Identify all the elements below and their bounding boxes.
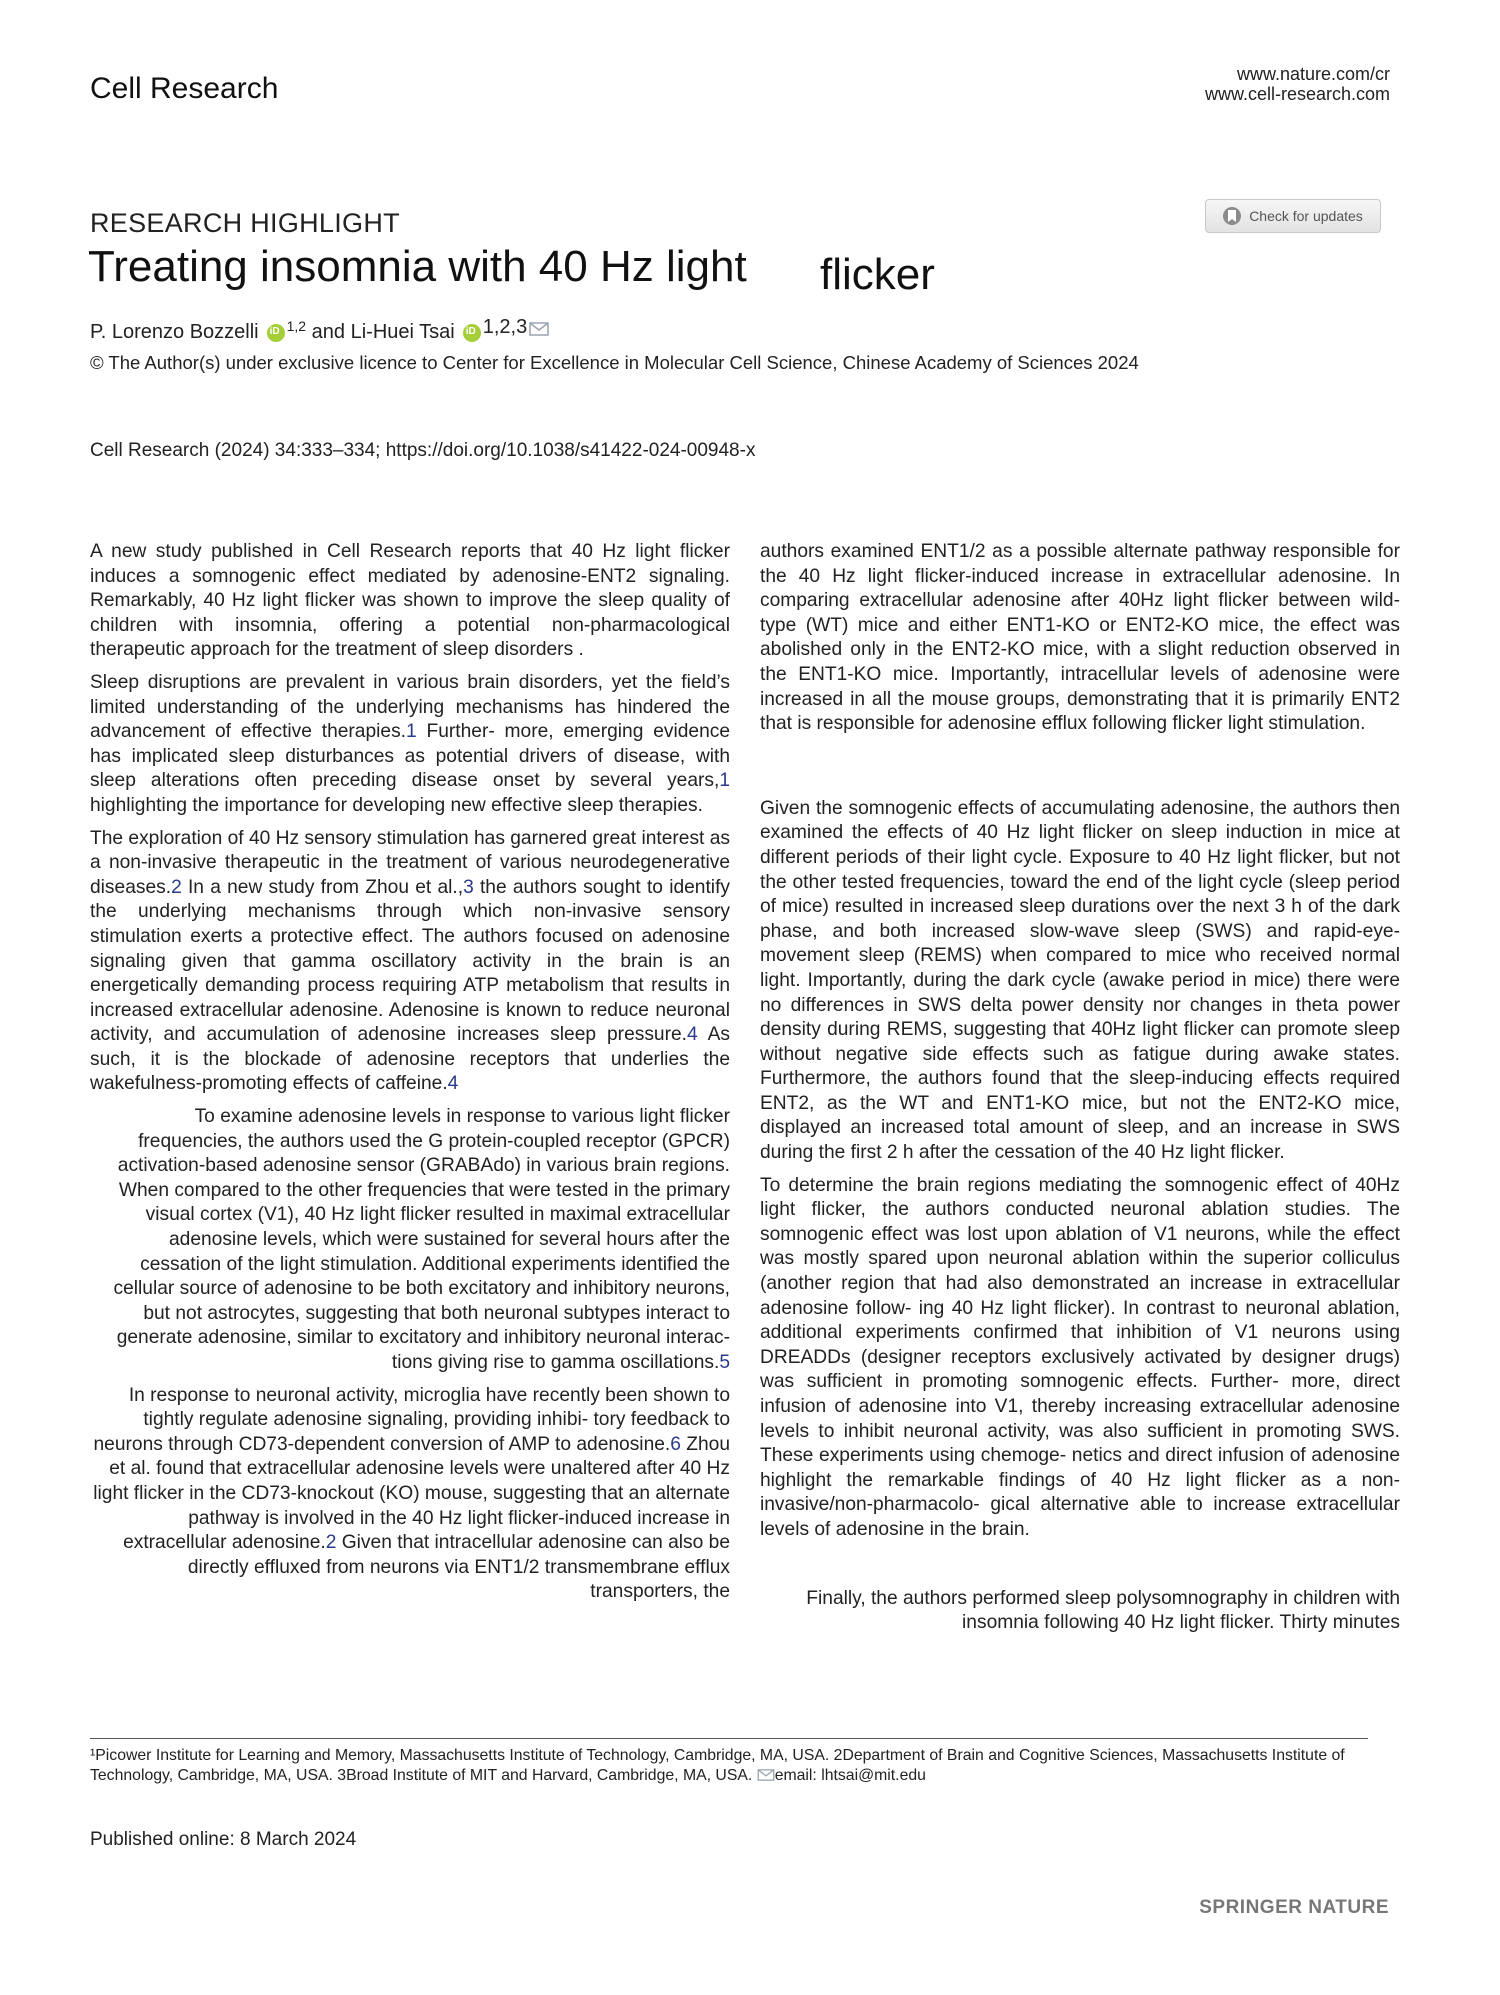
body-paragraph: In response to neuronal activity, microglia have recently been shown to tightly regulate adenosine signaling, providing inhibi- tory feedback to neurons through CD73-dependent conversion of AMP to adenosine.6 Zhou et al. found that extracellular adenosine levels were unaltered after 40 Hz light flicker in the CD73-knockout (KO) mouse, suggesting that an alternate pathway is involved in the 40 Hz light flicker-induced increase in extracellular adenosine.2 Given that intracellular adenosine can also be directly effluxed from neurons via ENT1/2 transmembrane efflux transporters, the	[93, 1384, 730, 1603]
copyright-notice: © The Author(s) under exclusive licence to Center for Excellence in Molecular Cell Science, Chinese Academy of Sciences 2024	[90, 352, 1139, 373]
paragraph-gap	[760, 1551, 1400, 1587]
check-for-updates-label: Check for updates	[1249, 208, 1363, 224]
citation-doi[interactable]: Cell Research (2024) 34:333–334; https://doi.org/10.1038/s41422-024-00948-x	[90, 440, 756, 461]
reference-link[interactable]: 6	[670, 1433, 681, 1455]
author-conjunction: and	[311, 321, 346, 343]
journal-urls	[1205, 64, 1390, 104]
body-paragraph: Sleep disruptions are prevalent in various brain disorders, yet the field’s limited understanding of the underlying mechanisms has hindered the advancement of effective therapies.1 Further- more, emerging evidence has implicated sleep disturbances as potential drivers of disease, with sleep alterations often preceding disease onset by several years,1 highlighting the importance for developing new effective sleep therapies.	[90, 671, 730, 816]
body-paragraph: To examine adenosine levels in response to various light flicker frequencies, the authors used the G protein-coupled receptor (GPCR) activation-based adenosine sensor (GRABAdo) in various brain regions. When compared to the other frequencies that were tested in the primary visual cortex (V1), 40 Hz light flicker resulted in maximal extracellular adenosine levels, which were sustained for several hours after the cessation of the light stimulation. Additional experiments identified the cellular source of adenosine to be both excitatory and inhibitory neurons, but not astrocytes, suggesting that both neuronal subtypes interact to generate adenosine, similar to excitatory and inhibitory neuronal interac- tions giving rise to gamma oscillations.5	[113, 1106, 730, 1373]
body-column-left	[90, 540, 730, 1613]
author-affiliation-marker: 1,2,3	[482, 316, 528, 338]
publisher-logo: SPRINGER NATURE	[1199, 1897, 1389, 1918]
footnote-divider	[90, 1738, 1368, 1739]
email-icon[interactable]	[529, 322, 549, 336]
reference-link[interactable]: 3	[463, 876, 474, 898]
body-paragraph: To determine the brain regions mediating the somnogenic effect of 40Hz light flicker, the authors conducted neuronal ablation studies. The somnogenic effect was lost upon ablation of V1 neurons, while the effect was mostly spared upon neuronal ablation within the superior colliculus (another region that had also demonstrated an increase in extracellular adenosine follow- ing 40 Hz light flicker). In contrast to neuronal ablation, additional experiments confirmed that inhibition of V1 neurons using DREADDs (designer receptors exclusively activated by designer drugs) was sufficient in promoting somnogenic effects. Further- more, direct infusion of adenosine into V1, thereby increasing extracellular adenosine levels to inhibit neuronal activity, was also sufficient in promoting SWS. These experiments using chemoge- netics and direct infusion of adenosine highlight the remarkable findings of 40 Hz light flicker as a non-invasive/non-pharmacolo- gical alternative able to increase extracellular levels of adenosine in the brain.	[760, 1174, 1400, 1540]
author-name[interactable]: Li-Huei Tsai	[350, 321, 455, 343]
paragraph-gap	[760, 745, 1400, 797]
journal-name: Cell Research	[90, 72, 279, 105]
author-name[interactable]: P. Lorenzo Bozzelli	[90, 321, 259, 343]
reference-link[interactable]: 2	[171, 876, 182, 898]
orcid-icon[interactable]	[463, 324, 481, 342]
author-line	[90, 316, 549, 344]
body-paragraph: The exploration of 40 Hz sensory stimulation has garnered great interest as a non-invasive therapeutic in the treatment of various neurodegenerative diseases.2 In a new study from Zhou et al.,3 the authors sought to identify the underlying mechanisms through which non-invasive sensory stimulation exerts a protective effect. The authors focused on adenosine signaling given that gamma oscillatory activity in the brain is an energetically demanding process requiring ATP metabolism that results in increased extracellular adenosine. Adenosine is known to reduce neuronal activity, and accumulation of adenosine increases sleep pressure.4 As such, it is the blockade of adenosine receptors that underlies the wakefulness-promoting effects of caffeine.4	[90, 827, 730, 1095]
abstract-paragraph: A new study published in Cell Research reports that 40 Hz light flicker induces a somnogenic effect mediated by adenosine-ENT2 signaling. Remarkably, 40 Hz light flicker was shown to improve the sleep quality of children with insomnia, offering a potential non-pharmacological therapeutic approach for the treatment of sleep disorders .	[90, 541, 730, 661]
reference-link[interactable]: 2	[325, 1532, 337, 1554]
body-paragraph: authors examined ENT1/2 as a possible alternate pathway responsible for the 40 Hz light flicker-induced increase in extracellular adenosine. In comparing extracellular adenosine after 40Hz light flicker between wild-type (WT) mice and either ENT1-KO or ENT2-KO mice, the effect was abolished only in the ENT2-KO mice, with a slight reduction observed in the ENT1-KO mice. Importantly, intracellular levels of adenosine were increased in all the mouse groups, demonstrating that it is primarily ENT2 that is responsible for adenosine efflux following flicker light stimulation.	[760, 541, 1400, 735]
article-type-label: RESEARCH HIGHLIGHT	[90, 208, 400, 238]
email-icon	[757, 1769, 775, 1781]
body-paragraph: Finally, the authors performed sleep polysomnography in children with insomnia following 40 Hz light flicker. Thirty minutes	[806, 1587, 1400, 1634]
article-title-last-word: flicker	[820, 250, 935, 299]
article-title: Treating insomnia with 40 Hz light	[88, 242, 747, 291]
affiliations-text: ¹Picower Institute for Learning and Memory, Massachusetts Institute of Technology, Cambridge, MA, USA. 2Department of Brain and Cognitive Sciences, Massachusetts Institute of Technology, Cambridge, MA, USA. 3Broad Institute of MIT and Harvard, Cambridge, MA, USA.	[90, 1747, 1345, 1784]
author-affiliation-marker: 1,2	[286, 318, 307, 334]
body-paragraph: Given the somnogenic effects of accumulating adenosine, the authors then examined the effects of 40 Hz light flicker on sleep induction in mice at different periods of their light cycle. Exposure to 40 Hz light flicker, but not the other tested frequencies, toward the end of the light cycle (sleep period of mice) resulted in increased sleep durations over the next 3 h of the dark phase, and both increased slow-wave sleep (SWS) and rapid-eye-movement sleep (REMS) when compared to mice who received normal light. Importantly, during the dark cycle (awake period in mice) there were no differences in SWS delta power density nor changes in theta power density during REMS, suggesting that 40Hz light flicker can promote sleep without negative side effects such as fatigue during awake states. Furthermore, the authors found that the sleep-inducing effects required ENT2, as the WT and ENT1-KO mice, but not the ENT2-KO mice, displayed an increased total amount of sleep, and an increase in SWS during the first 2 h after the cessation of the 40 Hz light flicker.	[760, 797, 1400, 1164]
reference-link[interactable]: 1	[719, 770, 730, 792]
published-date: Published online: 8 March 2024	[90, 1829, 357, 1850]
reference-link[interactable]: 5	[719, 1352, 730, 1373]
affiliations-footnote	[90, 1746, 1380, 1786]
body-column-right	[760, 540, 1400, 1644]
author-email[interactable]: email: lhtsai@mit.edu	[774, 1767, 926, 1784]
journal-url-link[interactable]: www.nature.com/cr	[1236, 64, 1390, 84]
reference-link[interactable]: 1	[406, 721, 417, 743]
reference-link[interactable]: 4	[447, 1073, 459, 1095]
bookmark-icon	[1223, 207, 1241, 225]
journal-url-link[interactable]: www.cell-research.com	[1204, 84, 1390, 104]
reference-link[interactable]: 4	[687, 1024, 698, 1046]
orcid-icon[interactable]	[267, 324, 285, 342]
check-for-updates-button[interactable]	[1205, 199, 1381, 233]
